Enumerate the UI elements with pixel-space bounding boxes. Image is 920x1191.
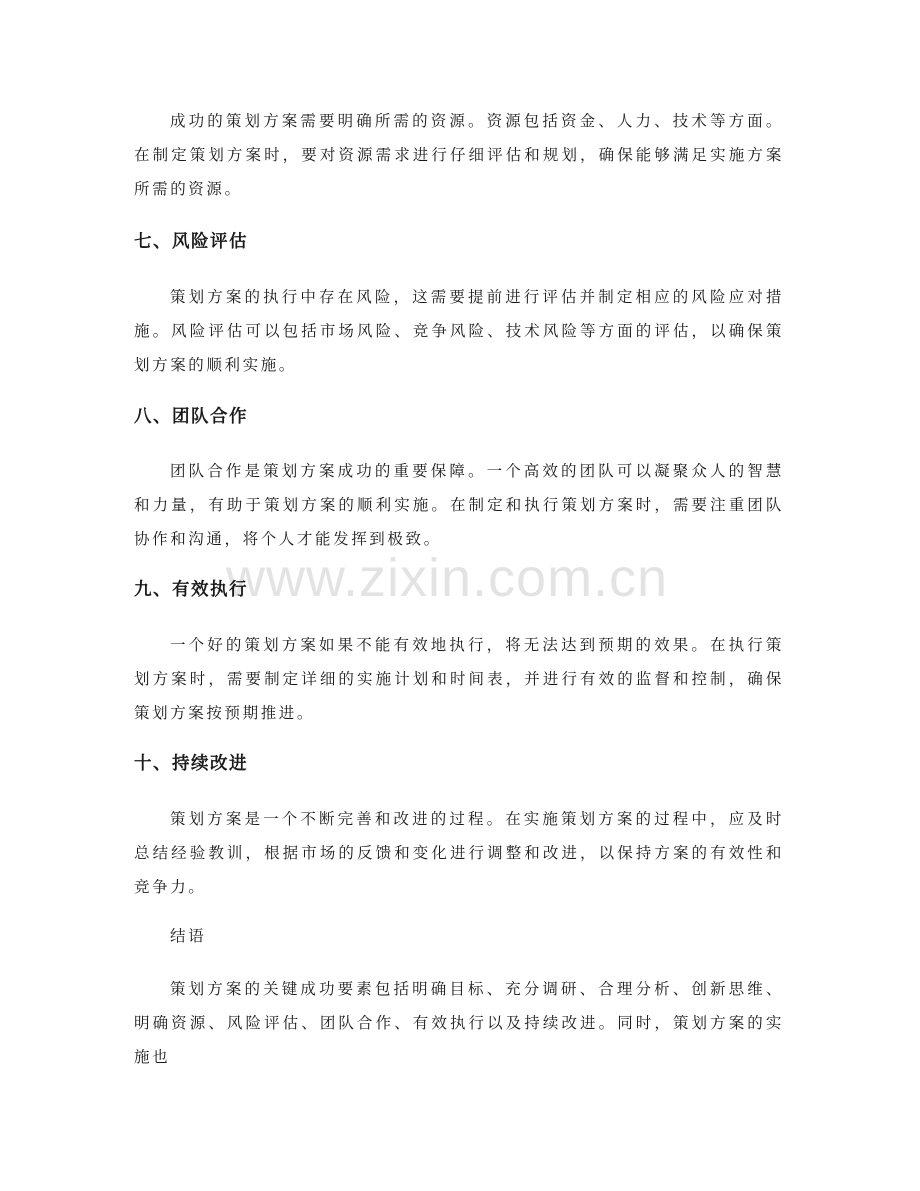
paragraph-risk-assessment: 策划方案的执行中存在风险，这需要提前进行评估并制定相应的风险应对措施。风险评估可以包括市场风险、竞争风险、技术风险等方面的评估，以确保策划方案的顺利实施。 [134,288,784,374]
heading-risk-assessment: 七、风险评估 [134,232,248,252]
heading-continuous-improvement: 十、持续改进 [134,754,248,774]
paragraph-resources: 成功的策划方案需要明确所需的资源。资源包括资金、人力、技术等方面。在制定策划方案时，要对资源需求进行仔细评估和规划，确保能够满足实施方案所需的资源。 [134,112,784,198]
paragraph-conclusion: 策划方案的关键成功要素包括明确目标、充分调研、合理分析、创新思维、明确资源、风险评估、团队合作、有效执行以及持续改进。同时，策划方案的实施也 [134,980,784,1066]
paragraph-continuous-improvement: 策划方案是一个不断完善和改进的过程。在实施策划方案的过程中，应及时总结经验教训，根据市场的反馈和变化进行调整和改进，以保持方案的有效性和竞争力。 [134,810,784,896]
watermark-text: www.zixin.com.cn [226,548,669,608]
conclusion-label: 结语 [170,927,207,945]
heading-teamwork: 八、团队合作 [134,407,248,427]
paragraph-effective-execution: 一个好的策划方案如果不能有效地执行，将无法达到预期的效果。在执行策划方案时，需要制定详细的实施计划和时间表，并进行有效的监督和控制，确保策划方案按预期推进。 [134,636,784,722]
paragraph-teamwork: 团队合作是策划方案成功的重要保障。一个高效的团队可以凝聚众人的智慧和力量，有助于策划方案的顺利实施。在制定和执行策划方案时，需要注重团队协作和沟通，将个人才能发挥到极致。 [134,462,784,548]
heading-effective-execution: 九、有效执行 [134,580,248,600]
